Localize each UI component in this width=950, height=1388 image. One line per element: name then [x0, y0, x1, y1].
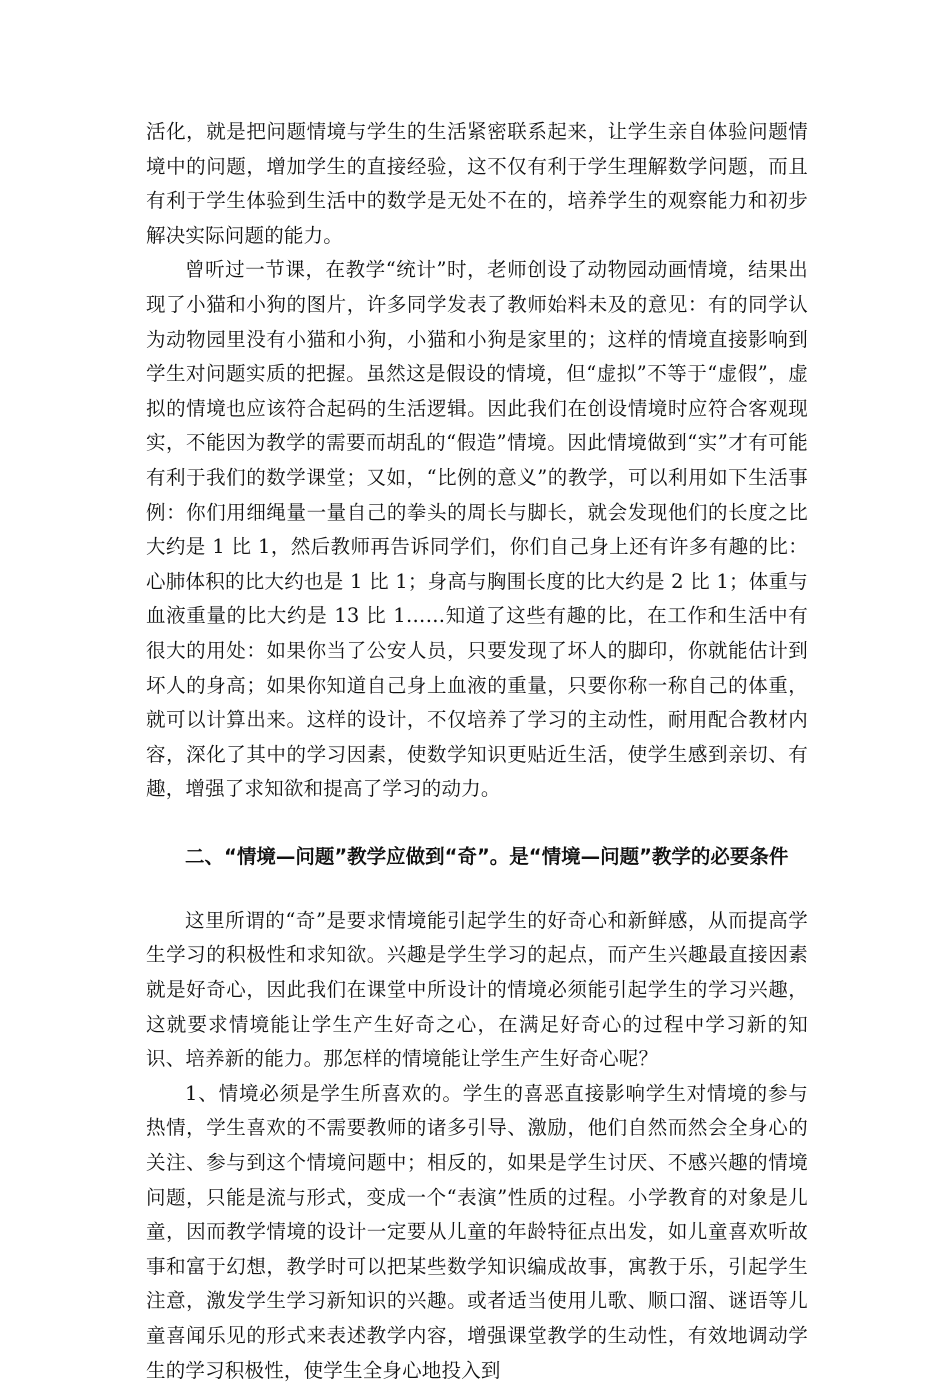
- paragraph-point-1: 1、情境必须是学生所喜欢的。学生的喜恶直接影响学生对情境的参与热情，学生喜欢的不需要教师的诸多引导、激励，他们自然而然会全身心的关注、参与到这个情境问题中；相反的，如果是学生讨厌、不感兴趣的情境问题，只能是流与形式，变成一个“表演”性质的过程。小学教育的对象是儿童，因而教学情境的设计一定要从儿童的年龄特征点出发，如儿童喜欢听故事和富于幻想，教学时可以把某些数学知识编成故事，寓教于乐，引起学生注意，激发学生学习新知识的兴趣。或者适当使用儿歌、顺口溜、谜语等儿童喜闻乐见的形式来表述教学内容，增强课堂教学的生动性，有效地调动学生的学习积极性，使学生全身心地投入到: [146, 1081, 808, 1382]
- paragraph-statistics-example: 曾听过一节课，在教学“统计”时，老师创设了动物园动画情境，结果出现了小猫和小狗的图片，许多同学发表了教师始料未及的意见：有的同学认为动物园里没有小猫和小狗，小猫和小狗是家里的；这样的情境直接影响到学生对问题实质的把握。虽然这是假设的情境，但“虚拟”不等于“虚假”，虚拟的情境也应该符合起码的生活逻辑。因此我们在创设情境时应符合客观现实，不能因为教学的需要而胡乱的“假造”情境。因此情境做到“实”才有可能有利于我们的数学课堂；又如，“比例的意义”的教学，可以利用如下生活事例：你们用细绳量一量自己的拳头的周长与脚长，就会发现他们的长度之比大约是 1 比 1，然后教师再告诉同学们，你们自己身上还有许多有趣的比：心肺体积的比大约也是 1 比 1；身高与胸围长度的比大约是 2 比 1；体重与血液重量的比大约是 13 比 1……知道了这些有趣的比，在工作和生活中有很大的用处：如果你当了公安人员，只要发现了坏人的脚印，你就能估计到坏人的身高；如果你知道自己身上血液的重量，只要你称一称自己的体重，就可以计算出来。这样的设计，不仅培养了学习的主动性，耐用配合教材内容，深化了其中的学习因素，使数学知识更贴近生活，使学生感到亲切、有趣，增强了求知欲和提高了学习的动力。: [146, 258, 808, 801]
- spacer: [146, 807, 808, 840]
- paragraph-continuation: 活化，就是把问题情境与学生的生活紧密联系起来，让学生亲自体验问题情境中的问题，增加学生的直接经验，这不仅有利于学生理解数学问题，而且有利于学生体验到生活中的数学是无处不在的，培养学生的观察能力和初步解决实际问题的能力。: [146, 120, 808, 247]
- section-heading: 二、“情境—问题”教学应做到“奇”。是“情境—问题”教学的必要条件: [185, 844, 789, 868]
- paragraph-curiosity-intro: 这里所谓的“奇”是要求情境能引起学生的好奇心和新鲜感，从而提高学生学习的积极性和求知欲。兴趣是学生学习的起点，而产生兴趣最直接因素就是好奇心，因此我们在课堂中所设计的情境必须能引起学生的学习兴趣，这就要求情境能让学生产生好奇之心，在满足好奇心的过程中学习新的知识、培养新的能力。那怎样的情境能让学生产生好奇心呢？: [146, 908, 808, 1071]
- spacer: [146, 874, 808, 904]
- document-page: [146, 115, 808, 1388]
